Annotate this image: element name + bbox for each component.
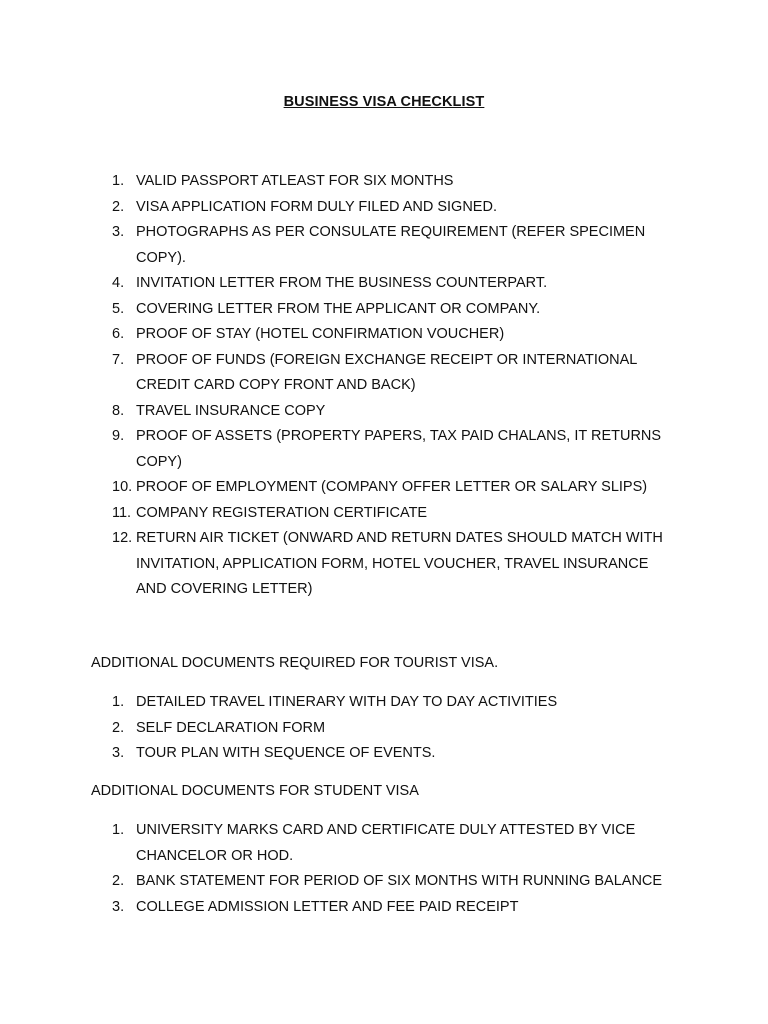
tourist-visa-heading: ADDITIONAL DOCUMENTS REQUIRED FOR TOURIST VISA. — [91, 655, 499, 671]
item-text: BANK STATEMENT FOR PERIOD OF SIX MONTHS WITH RUNNING BALANCE — [136, 873, 663, 889]
business-visa-list — [0, 169, 768, 603]
list-item — [0, 526, 676, 603]
list-item — [0, 690, 676, 716]
list-item — [0, 716, 676, 742]
item-number: 2. — [112, 873, 125, 889]
item-text: COLLEGE ADMISSION LETTER AND FEE PAID RECEIPT — [136, 898, 519, 915]
item-text: PROOF OF EMPLOYMENT (COMPANY OFFER LETTER OR SALARY SLIPS) — [136, 479, 648, 495]
tourist-visa-list — [0, 690, 768, 767]
item-text: PROOF OF FUNDS (FOREIGN EXCHANGE RECEIPT OR INTERNATIONAL CREDIT CARD COPY FRONT AND BACK) — [136, 351, 637, 393]
list-item — [0, 220, 676, 271]
item-text: DETAILED TRAVEL ITINERARY WITH DAY TO DAY ACTIVITIES — [136, 694, 558, 710]
student-visa-list — [0, 818, 768, 920]
item-number: 9. — [112, 428, 125, 444]
list-item — [0, 424, 676, 475]
item-number: 6. — [112, 326, 125, 342]
item-number: 11. — [112, 504, 132, 521]
list-item — [0, 348, 676, 399]
list-item — [0, 271, 676, 297]
item-text: VALID PASSPORT ATLEAST FOR SIX MONTHS — [136, 173, 454, 189]
student-visa-heading: ADDITIONAL DOCUMENTS FOR STUDENT VISA — [91, 783, 419, 799]
list-item — [0, 297, 676, 323]
item-number: 3. — [112, 745, 125, 761]
list-item — [0, 869, 676, 895]
item-text: TRAVEL INSURANCE COPY — [136, 402, 326, 419]
item-text: COMPANY REGISTERATION CERTIFICATE — [136, 504, 428, 521]
item-number: 5. — [112, 300, 125, 317]
item-number: 1. — [112, 694, 125, 710]
item-number: 2. — [112, 198, 125, 215]
item-text: INVITATION LETTER FROM THE BUSINESS COUNTERPART. — [136, 275, 548, 291]
item-number: 8. — [112, 402, 125, 419]
item-number: 3. — [112, 898, 125, 915]
item-text: RETURN AIR TICKET (ONWARD AND RETURN DATES SHOULD MATCH WITH INVITATION, APPLICATION FORM, HOTEL VOUCHER, TRAVEL INSURANCE AND COVERING LETTER) — [136, 530, 663, 597]
item-number: 10. — [112, 479, 133, 495]
item-number: 1. — [112, 173, 125, 189]
item-number: 7. — [112, 351, 125, 368]
list-item — [0, 169, 676, 195]
item-text: COVERING LETTER FROM THE APPLICANT OR COMPANY. — [136, 300, 541, 317]
item-number: 2. — [112, 719, 125, 736]
item-text: PHOTOGRAPHS AS PER CONSULATE REQUIREMENT (REFER SPECIMEN COPY). — [136, 224, 646, 266]
list-item — [0, 501, 676, 527]
item-text: UNIVERSITY MARKS CARD AND CERTIFICATE DULY ATTESTED BY VICE CHANCELOR OR HOD. — [136, 822, 636, 864]
item-number: 12. — [112, 530, 133, 546]
list-item — [0, 195, 676, 221]
item-text: PROOF OF STAY (HOTEL CONFIRMATION VOUCHER) — [136, 326, 505, 342]
item-number: 4. — [112, 275, 125, 291]
item-text: PROOF OF ASSETS (PROPERTY PAPERS, TAX PAID CHALANS, IT RETURNS COPY) — [136, 428, 662, 470]
item-number: 1. — [112, 822, 125, 838]
list-item — [0, 475, 676, 501]
item-number: 3. — [112, 224, 125, 240]
list-item — [0, 741, 676, 767]
list-item — [0, 895, 676, 921]
document-title: BUSINESS VISA CHECKLIST — [283, 94, 485, 110]
item-text: SELF DECLARATION FORM — [136, 719, 326, 736]
item-text: VISA APPLICATION FORM DULY FILED AND SIGNED. — [136, 198, 497, 215]
list-item — [0, 818, 676, 869]
list-item — [0, 399, 676, 425]
list-item — [0, 322, 676, 348]
item-text: TOUR PLAN WITH SEQUENCE OF EVENTS. — [136, 745, 436, 761]
